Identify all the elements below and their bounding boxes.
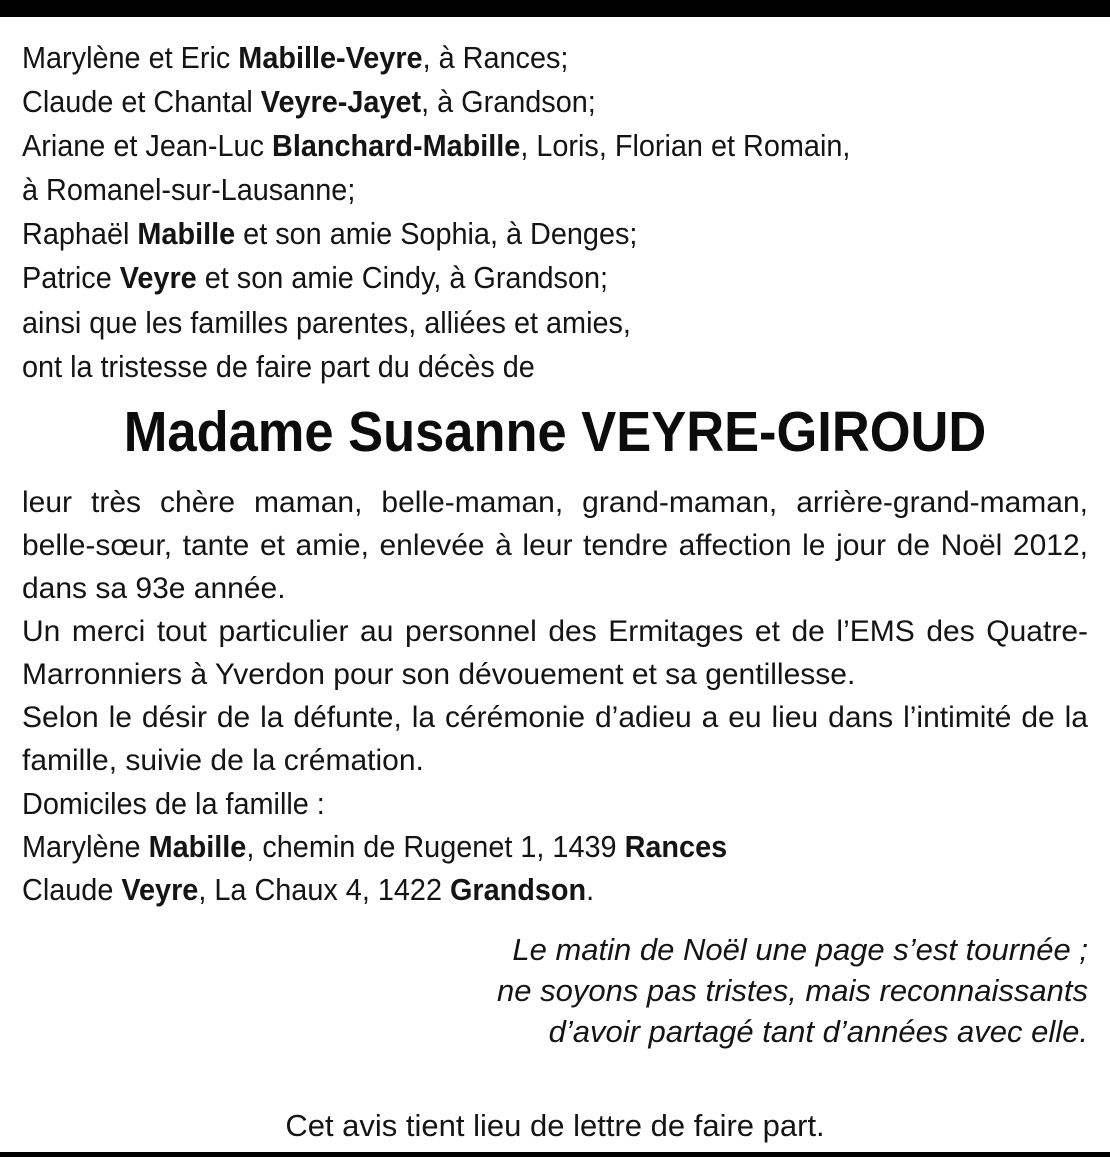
family-line <box>22 345 1017 389</box>
tribute-paragraph: leur très chère maman, belle-maman, grand-maman, arrière-grand-maman, belle-sœur, tante et amie, enlevée à leur tendre affection le jour de Noël 2012, dans sa 93e année. <box>22 486 1088 605</box>
poem-line: ne soyons pas tristes, mais reconnaissants <box>497 973 1088 1008</box>
memorial-poem <box>188 929 1088 1052</box>
bold-name: Mabille-Veyre <box>238 40 423 75</box>
bold-name: Mabille <box>137 216 236 252</box>
top-border-rule <box>0 0 1110 17</box>
text-segment: Patrice <box>22 260 120 296</box>
text-segment: , à Rances; <box>422 40 569 75</box>
family-line <box>22 168 1017 212</box>
text-segment: Raphaël <box>22 216 138 252</box>
address-heading <box>22 782 1017 825</box>
family-line <box>22 301 1017 345</box>
family-line <box>22 80 1017 124</box>
text-segment: Marylène et Eric <box>22 40 239 75</box>
family-list <box>22 36 1092 389</box>
family-line <box>22 124 1017 168</box>
bold-name: Veyre-Jayet <box>260 84 422 120</box>
text-segment: , chemin de Rugenet 1, 1439 <box>246 829 625 864</box>
text-segment: , Loris, Florian et Romain, <box>520 128 851 164</box>
bold-name: Blanchard-Mabille <box>272 128 521 164</box>
text-segment: . <box>586 872 595 907</box>
bottom-border-rule <box>0 1152 1110 1157</box>
text-segment: , La Chaux 4, 1422 <box>198 872 451 907</box>
text-segment: à Romanel-sur-Lausanne; <box>22 172 356 208</box>
bold-name: Veyre <box>119 260 197 296</box>
text-segment: Marylène <box>22 829 149 864</box>
thanks-paragraph: Un merci tout particulier au personnel des Ermitages et de l’EMS des Quatre-Marronniers à Yverdon pour son dévouement et sa gentillesse. <box>22 615 1088 691</box>
poem-line: d’avoir partagé tant d’années avec elle. <box>548 1014 1088 1049</box>
text-segment: Ariane et Jean-Luc <box>22 128 273 164</box>
family-addresses <box>22 782 1092 911</box>
text-segment: et son amie Sophia, à Denges; <box>235 216 638 252</box>
family-line <box>22 212 1017 256</box>
bold-name: Mabille <box>148 829 247 864</box>
poem-line: Le matin de Noël une page s’est tournée ; <box>512 932 1088 967</box>
text-segment: Claude <box>22 872 122 907</box>
bold-town: Grandson <box>450 872 587 907</box>
text-segment: ont la tristesse de faire part du décès de <box>22 348 535 384</box>
closing-note: Cet avis tient lieu de lettre de faire part. <box>285 1108 825 1143</box>
ceremony-paragraph: Selon le désir de la défunte, la cérémonie d’adieu a eu lieu dans l’intimité de la famille, suivie de la crémation. <box>22 701 1088 777</box>
text-segment: et son amie Cindy, à Grandson; <box>196 260 609 296</box>
family-line <box>22 36 1017 80</box>
bold-town: Rances <box>624 829 728 864</box>
text-segment: , à Grandson; <box>421 84 596 120</box>
deceased-name-heading: Madame Susanne VEYRE-GIROUD <box>123 400 987 464</box>
text-segment: Domiciles de la famille : <box>22 786 325 821</box>
text-segment: Claude et Chantal <box>22 84 261 120</box>
address-line <box>22 825 1017 868</box>
bold-name: Veyre <box>121 872 199 907</box>
address-line <box>22 868 1017 911</box>
text-segment: ainsi que les familles parentes, alliées et amies, <box>22 304 631 340</box>
family-line <box>22 256 1017 300</box>
